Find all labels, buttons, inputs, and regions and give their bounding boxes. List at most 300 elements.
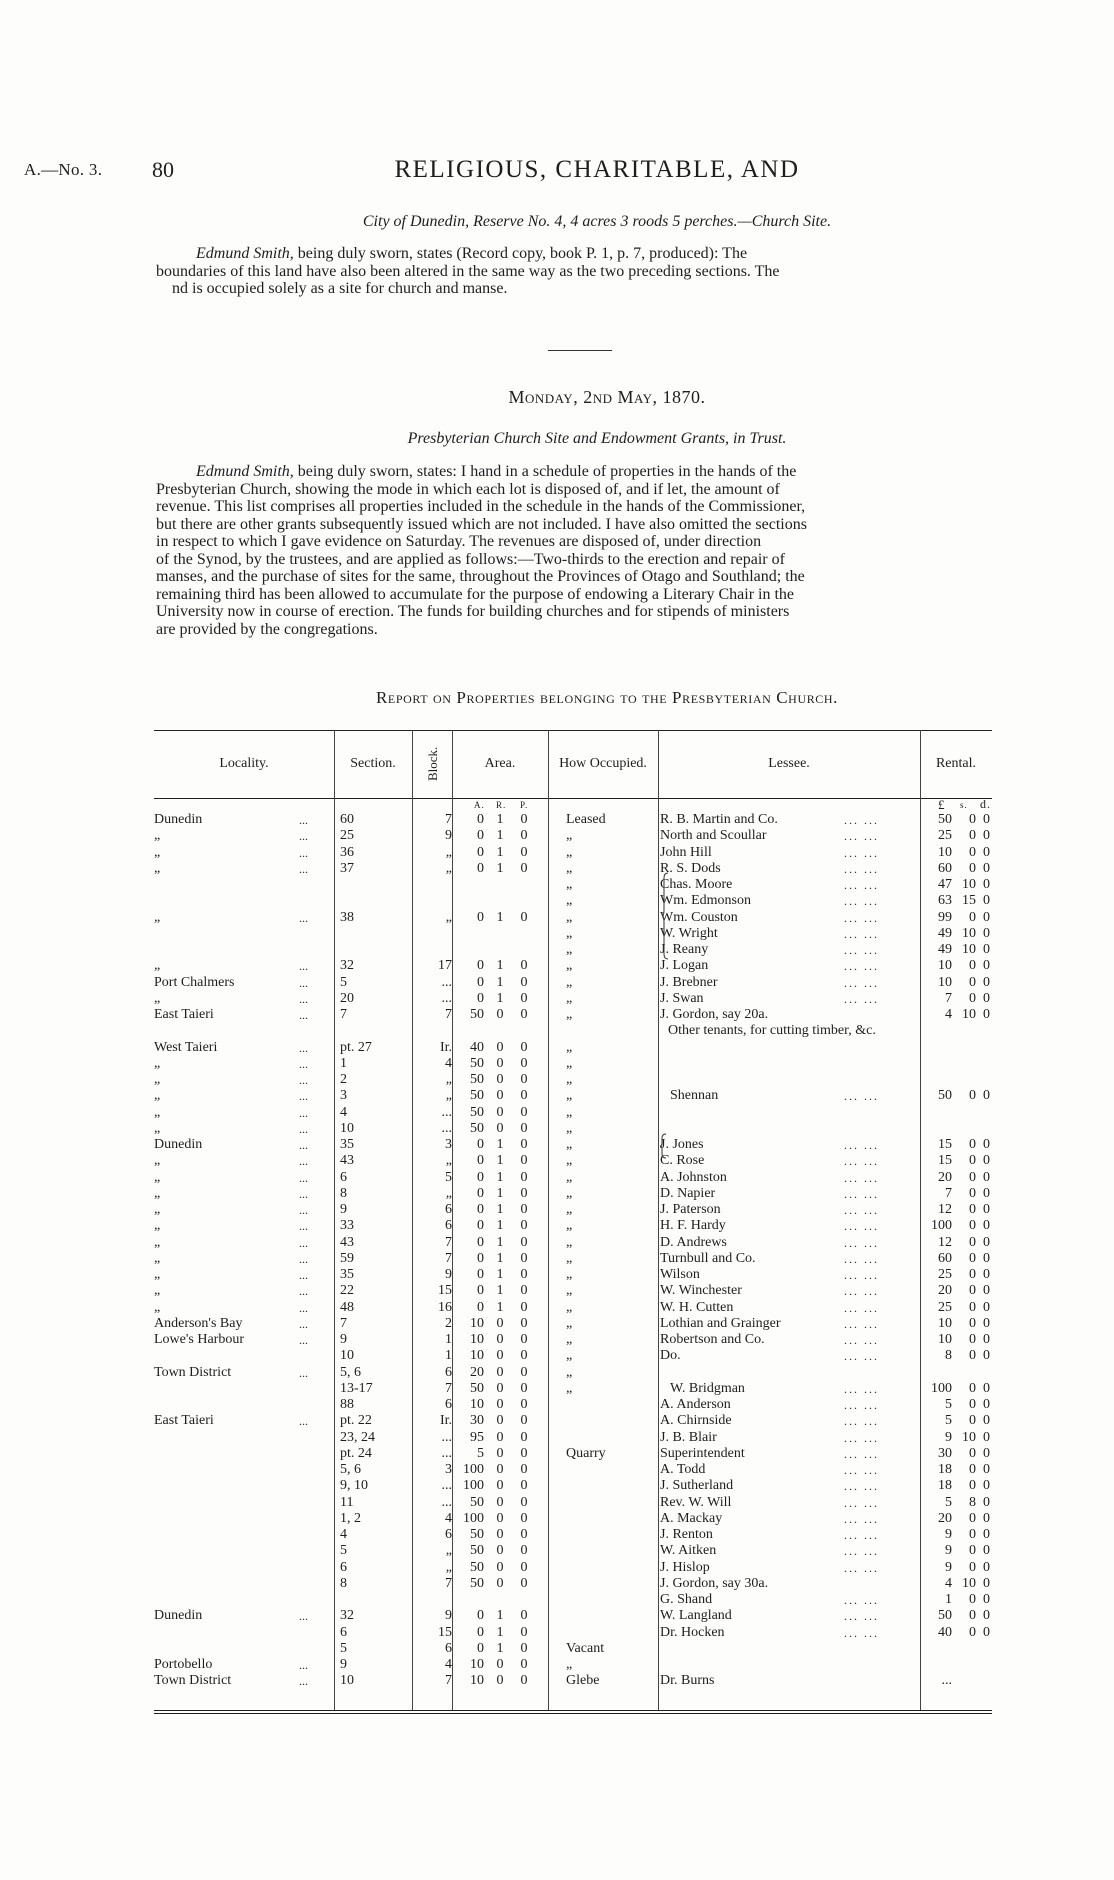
how-occupied-cell: „ xyxy=(566,942,573,957)
pence-cell: 0 xyxy=(983,1218,990,1234)
perches-cell: 0 xyxy=(520,1445,528,1461)
pence-cell: 0 xyxy=(983,1397,990,1412)
pounds-cell: 10 xyxy=(938,1315,952,1331)
acres-cell: 0 xyxy=(477,974,484,990)
roods-cell: 0 xyxy=(496,1543,504,1559)
table-row xyxy=(154,1283,992,1299)
section-cell: 33 xyxy=(340,1218,354,1234)
pounds-cell: 9 xyxy=(945,1429,952,1445)
pounds-cell: 7 xyxy=(945,1185,952,1201)
roods-cell: 0 xyxy=(496,1478,504,1494)
shennan-brace xyxy=(662,872,672,960)
perches-cell: 0 xyxy=(520,1413,528,1429)
header-block: Block. xyxy=(425,746,440,782)
shillings-cell: 10 xyxy=(962,1007,976,1022)
acres-cell: 0 xyxy=(477,1624,484,1640)
paragraph-line: are provided by the congregations. xyxy=(156,620,378,638)
leader-dots: ... xyxy=(299,1251,308,1266)
acres-cell: 0 xyxy=(477,1153,484,1169)
section-cell: 43 xyxy=(340,1234,354,1250)
table-row xyxy=(154,1186,992,1202)
locality-cell: Dunedin xyxy=(154,1137,203,1152)
lessee-cell: Chas. Moore xyxy=(660,877,733,892)
block-cell: 6 xyxy=(445,1640,452,1656)
lessee-cell: W. Aitken xyxy=(660,1543,717,1559)
section-cell: 8 xyxy=(340,1575,347,1591)
pounds-cell: 40 xyxy=(938,1624,952,1640)
lessee-cell: D. Andrews xyxy=(660,1234,727,1250)
leader-dots: ... xyxy=(299,829,308,844)
table-row xyxy=(154,1511,992,1527)
pounds-cell: 9 xyxy=(945,1527,952,1542)
pounds-cell: 30 xyxy=(938,1445,952,1461)
block-cell: 3 xyxy=(445,1137,452,1152)
pounds-cell: 25 xyxy=(938,1267,952,1282)
section-cell: 22 xyxy=(340,1283,354,1299)
how-occupied-cell: „ xyxy=(566,1348,573,1364)
witness-name: Edmund Smith, xyxy=(196,463,294,480)
locality-cell: Lowe's Harbour xyxy=(154,1332,244,1347)
table-row xyxy=(154,1300,992,1316)
section-cell: 3 xyxy=(340,1088,347,1104)
lessee-cell: A. Todd xyxy=(660,1462,706,1477)
table-row xyxy=(154,1332,992,1348)
paragraph-line: remaining third has been allowed to accumulate for the purpose of endowing a Literary Chair in the xyxy=(156,585,795,603)
table-row xyxy=(154,1218,992,1234)
pounds-cell: 100 xyxy=(931,1218,952,1234)
section-cell: 43 xyxy=(340,1153,354,1169)
block-cell: 1 xyxy=(445,1332,452,1347)
leader-dots: ... xyxy=(299,1219,308,1234)
shillings-cell: 0 xyxy=(969,812,976,827)
perches-cell: 0 xyxy=(520,1494,528,1510)
table-row xyxy=(154,1397,992,1413)
leader-dots: ... xyxy=(299,1203,308,1217)
how-occupied-cell: „ xyxy=(566,844,573,860)
leader-dots: ... ... xyxy=(844,1381,879,1396)
pence-cell: 0 xyxy=(983,1299,990,1315)
block-cell: 6 xyxy=(445,1364,452,1380)
section-cell: 9, 10 xyxy=(340,1478,368,1494)
roods-cell: 1 xyxy=(496,828,504,844)
leader-dots: ... ... xyxy=(844,878,879,892)
pence-cell: 0 xyxy=(983,958,990,974)
how-occupied-cell: „ xyxy=(566,1657,573,1672)
roods-cell: 0 xyxy=(496,1673,504,1689)
pounds-cell: 7 xyxy=(945,990,952,1006)
locality-cell: „ xyxy=(154,828,161,844)
section-cell: 5 xyxy=(340,1640,347,1656)
how-occupied-cell: „ xyxy=(566,958,573,974)
perches-cell: 0 xyxy=(520,1250,528,1266)
block-cell: „ xyxy=(445,844,452,860)
unit-roods: R. xyxy=(496,800,507,810)
perches-cell: 0 xyxy=(520,1218,528,1234)
header-rental: Rental. xyxy=(935,756,977,771)
pence-cell: 0 xyxy=(983,1559,990,1575)
pounds-cell: 10 xyxy=(938,974,952,990)
block-cell: 7 xyxy=(445,1234,452,1250)
how-occupied-cell: „ xyxy=(566,1039,573,1055)
locality-cell: „ xyxy=(154,1088,161,1104)
leader-dots: ... ... xyxy=(844,1268,879,1282)
section-cell: 6 xyxy=(340,1624,347,1640)
roods-cell: 1 xyxy=(496,1234,504,1250)
how-occupied-cell: „ xyxy=(566,1185,573,1201)
pounds-cell: 18 xyxy=(938,1462,952,1477)
lessee-cell: A. Mackay xyxy=(660,1510,723,1526)
block-cell: 7 xyxy=(445,1007,452,1022)
leader-dots: ... ... xyxy=(844,1284,879,1299)
pence-cell: 0 xyxy=(983,1234,990,1250)
roods-cell: 0 xyxy=(496,1429,504,1445)
block-cell: 16 xyxy=(438,1299,452,1315)
table-row xyxy=(154,1056,992,1072)
acres-cell: 0 xyxy=(477,860,484,876)
perches-cell: 0 xyxy=(520,1543,528,1559)
pounds-cell: 50 xyxy=(938,812,952,827)
block-cell: 7 xyxy=(445,1250,452,1266)
perches-cell: 0 xyxy=(520,974,528,990)
leader-dots: ... ... xyxy=(844,943,879,957)
table-row xyxy=(154,1608,992,1624)
how-occupied-cell: „ xyxy=(566,1234,573,1250)
lessee-cell: J. B. Blair xyxy=(660,1429,717,1445)
section-cell: pt. 22 xyxy=(340,1413,372,1429)
block-cell: ... xyxy=(441,1104,452,1120)
shillings-cell: 0 xyxy=(969,1592,976,1607)
roods-cell: 1 xyxy=(496,1267,504,1282)
leader-dots: ... xyxy=(299,991,308,1006)
how-occupied-cell: „ xyxy=(566,1104,573,1120)
leader-dots: ... xyxy=(299,1121,308,1136)
leader-dots: ... ... xyxy=(844,991,879,1006)
shillings-cell: 0 xyxy=(969,844,976,860)
locality-cell: „ xyxy=(154,1185,161,1201)
roods-cell: 1 xyxy=(496,812,504,827)
pence-cell: 0 xyxy=(983,1380,990,1396)
pence-cell: 0 xyxy=(983,909,990,925)
leader-dots: ... ... xyxy=(844,861,879,876)
lessee-cell: W. H. Cutten xyxy=(660,1299,734,1315)
acres-cell: 50 xyxy=(470,1055,484,1071)
how-occupied-cell: Leased xyxy=(566,812,606,827)
how-occupied-cell: „ xyxy=(566,860,573,876)
roods-cell: 1 xyxy=(496,1640,504,1656)
perches-cell: 0 xyxy=(520,860,528,876)
leader-dots: ... xyxy=(299,1186,308,1201)
table-row xyxy=(154,975,992,991)
pence-cell: 0 xyxy=(983,990,990,1006)
pence-cell: 0 xyxy=(983,1185,990,1201)
perches-cell: 0 xyxy=(520,1104,528,1120)
table-row xyxy=(154,958,992,974)
pounds-cell: 63 xyxy=(938,893,952,909)
leader-dots: ... ... xyxy=(844,1446,879,1461)
leader-dots: ... ... xyxy=(844,1251,879,1266)
leader-dots: ... xyxy=(299,975,308,990)
lessee-cell: Dr. Hocken xyxy=(660,1624,725,1640)
table-row xyxy=(154,1235,992,1251)
leader-dots: ... ... xyxy=(844,894,879,909)
perches-cell: 0 xyxy=(520,1169,528,1185)
block-cell: 6 xyxy=(445,1218,452,1234)
lessee-cell: Lothian and Grainger xyxy=(660,1315,781,1331)
roods-cell: 1 xyxy=(496,1299,504,1315)
leader-dots: ... xyxy=(299,1609,308,1624)
acres-cell: 50 xyxy=(470,1120,484,1136)
reserve-subtitle: City of Dunedin, Reserve No. 4, 4 acres 3 roods 5 perches.—Church Site. xyxy=(362,213,832,230)
shillings-cell: 0 xyxy=(969,909,976,925)
roods-cell: 0 xyxy=(496,1072,504,1087)
locality-cell: „ xyxy=(154,1250,161,1266)
perches-cell: 0 xyxy=(520,1072,528,1087)
pence-cell: 0 xyxy=(983,1202,990,1217)
report-title: Report on Properties belonging to the Presbyterian Church. xyxy=(375,688,839,707)
pence-cell: 0 xyxy=(983,1153,990,1169)
pounds-cell: 99 xyxy=(938,909,952,925)
shillings-cell: 0 xyxy=(969,1380,976,1396)
lessee-cell: J. Logan xyxy=(660,958,709,974)
leader-dots: ... xyxy=(299,1658,308,1672)
shillings-cell: 0 xyxy=(969,828,976,844)
locality-cell: „ xyxy=(154,1283,161,1299)
table-row xyxy=(154,1641,992,1657)
locality-cell: Dunedin xyxy=(154,812,203,827)
block-cell: „ xyxy=(445,1543,452,1559)
pence-cell: 0 xyxy=(983,1315,990,1331)
pence-cell: 0 xyxy=(983,1445,990,1461)
acres-cell: 50 xyxy=(470,1072,484,1087)
table-row xyxy=(154,812,992,828)
section-cell: 9 xyxy=(340,1332,347,1347)
acres-cell: 0 xyxy=(477,1250,484,1266)
section-cell: pt. 24 xyxy=(340,1445,372,1461)
acres-cell: 95 xyxy=(470,1429,484,1445)
pence-cell: 0 xyxy=(983,1592,990,1607)
leader-dots: ... xyxy=(299,1333,308,1347)
leader-dots: ... xyxy=(299,959,308,974)
lessee-cell: J. Reany xyxy=(660,942,709,957)
pence-cell: 0 xyxy=(983,942,990,957)
lessee-cell: H. F. Hardy xyxy=(660,1218,726,1234)
perches-cell: 0 xyxy=(520,1510,528,1526)
roods-cell: 0 xyxy=(496,1055,504,1071)
table-row xyxy=(154,1576,992,1592)
block-cell: ... xyxy=(441,1429,452,1445)
block-cell: Ir. xyxy=(439,1039,452,1055)
pence-cell: 0 xyxy=(983,1088,990,1104)
pounds-cell: 25 xyxy=(938,828,952,844)
lessee-cell: Superintendent xyxy=(660,1445,745,1461)
table-row xyxy=(154,1560,992,1576)
table-row xyxy=(154,1527,992,1543)
table-row xyxy=(154,1543,992,1559)
paragraph-line: nd is occupied solely as a site for church and manse. xyxy=(172,280,508,297)
table-row xyxy=(154,1251,992,1267)
lessee-cell: Wm. Couston xyxy=(660,909,738,925)
shillings-cell: 0 xyxy=(969,1283,976,1299)
acres-cell: 50 xyxy=(470,1380,484,1396)
lessee-cell: Other tenants, for cutting timber, &c. xyxy=(668,1023,876,1039)
section-divider xyxy=(548,350,612,351)
acres-cell: 100 xyxy=(463,1478,484,1494)
block-cell: „ xyxy=(445,1072,452,1087)
table-row xyxy=(154,1462,992,1478)
block-cell: 7 xyxy=(445,812,452,827)
leader-dots: ... ... xyxy=(844,1154,879,1169)
how-occupied-cell: „ xyxy=(566,1218,573,1234)
shillings-cell: 10 xyxy=(962,1575,976,1591)
paragraph-line: manses, and the purchase of sites for the same, throughout the Provinces of Otago and Southland; the xyxy=(156,568,805,585)
leader-dots: ... ... xyxy=(844,1414,879,1429)
acres-cell: 50 xyxy=(470,1575,484,1591)
acres-cell: 0 xyxy=(477,812,484,827)
unit-pounds: £ xyxy=(938,797,946,812)
how-occupied-cell: „ xyxy=(566,1299,573,1315)
pence-cell: 0 xyxy=(983,1332,990,1347)
section-cell: 5, 6 xyxy=(340,1462,361,1477)
acres-cell: 100 xyxy=(463,1462,484,1477)
roods-cell: 0 xyxy=(496,1120,504,1136)
leader-dots: ... ... xyxy=(844,975,879,990)
roods-cell: 0 xyxy=(496,1364,504,1380)
pounds-cell: 100 xyxy=(931,1380,952,1396)
roods-cell: 1 xyxy=(496,909,504,925)
acres-cell: 50 xyxy=(470,1559,484,1575)
shillings-cell: 0 xyxy=(969,1543,976,1559)
table-row xyxy=(154,1430,992,1446)
leader-dots: ... ... xyxy=(844,1463,879,1477)
shillings-cell: 0 xyxy=(969,1462,976,1477)
pounds-cell: 12 xyxy=(938,1202,952,1217)
roods-cell: 1 xyxy=(496,860,504,876)
header-section: Section. xyxy=(350,756,396,771)
block-cell: ... xyxy=(441,974,452,990)
table-bottom-rule xyxy=(154,1710,992,1711)
pounds-cell: 60 xyxy=(938,860,952,876)
block-cell: 7 xyxy=(445,1380,452,1396)
locality-cell: „ xyxy=(154,958,161,974)
table-row xyxy=(154,1316,992,1332)
lessee-cell: W. Winchester xyxy=(660,1283,742,1299)
lessee-cell: Rev. W. Will xyxy=(660,1494,732,1510)
lessee-cell: J. Gordon, say 30a. xyxy=(660,1575,769,1591)
section-cell: 9 xyxy=(340,1202,347,1217)
table-row xyxy=(154,828,992,844)
acres-cell: 0 xyxy=(477,1267,484,1282)
unit-acres: A. xyxy=(474,800,485,810)
shillings-cell: 0 xyxy=(969,990,976,1006)
lessee-cell: J. Jones xyxy=(660,1137,704,1152)
shillings-cell: 0 xyxy=(969,1234,976,1250)
leader-dots: ... ... xyxy=(844,1235,879,1250)
table-row xyxy=(154,910,992,926)
perches-cell: 0 xyxy=(520,958,528,974)
how-occupied-cell: „ xyxy=(566,1120,573,1136)
block-cell: 9 xyxy=(445,1267,452,1282)
lessee-cell: Wm. Edmonson xyxy=(660,893,751,909)
leader-dots: ... ... xyxy=(844,1089,879,1104)
pence-cell: 0 xyxy=(983,1543,990,1559)
perches-cell: 0 xyxy=(520,1624,528,1640)
acres-cell: 50 xyxy=(470,1007,484,1022)
locality-cell: Anderson's Bay xyxy=(154,1315,243,1331)
pence-cell: 0 xyxy=(983,1250,990,1266)
pounds-cell: 18 xyxy=(938,1478,952,1494)
pounds-cell: 12 xyxy=(938,1234,952,1250)
header-how-occupied: How Occupied. xyxy=(559,756,647,771)
roods-cell: 0 xyxy=(496,1007,504,1022)
section-cell: 36 xyxy=(340,844,354,860)
block-cell: „ xyxy=(445,1185,452,1201)
table-row xyxy=(154,942,992,958)
section-cell: 7 xyxy=(340,1007,347,1022)
roods-cell: 1 xyxy=(496,974,504,990)
lessee-cell: A. Chirnside xyxy=(660,1413,732,1429)
paragraph-line: Presbyterian Church, showing the mode in which each lot is disposed of, and if let, the amount of xyxy=(156,480,780,498)
roods-cell: 0 xyxy=(496,1380,504,1396)
lessee-cell: R. B. Martin and Co. xyxy=(660,812,778,827)
leader-dots: ... ... xyxy=(844,1560,879,1575)
acres-cell: 0 xyxy=(477,1299,484,1315)
pence-cell: 0 xyxy=(983,1007,990,1022)
pounds-cell: 9 xyxy=(945,1559,952,1575)
acres-cell: 40 xyxy=(470,1039,484,1055)
pounds-cell: 10 xyxy=(938,844,952,860)
roods-cell: 1 xyxy=(496,1153,504,1169)
pence-cell: 0 xyxy=(983,828,990,844)
paragraph-line: University now in course of erection. The funds for building churches and for stipends of ministers xyxy=(156,603,790,620)
section-cell: 35 xyxy=(340,1267,354,1282)
leader-dots: ... ... xyxy=(844,1349,879,1364)
unit-shillings: s. xyxy=(960,800,968,810)
shillings-cell: 0 xyxy=(969,1608,976,1624)
how-occupied-cell: „ xyxy=(566,1088,573,1104)
roods-cell: 0 xyxy=(496,1494,504,1510)
leader-dots: ... xyxy=(299,1365,308,1380)
how-occupied-cell: „ xyxy=(566,1007,573,1022)
acres-cell: 0 xyxy=(477,828,484,844)
roods-cell: 1 xyxy=(496,1608,504,1624)
pounds-cell: 10 xyxy=(938,1332,952,1347)
table-row xyxy=(154,926,992,942)
shillings-cell: 0 xyxy=(969,1527,976,1542)
locality-cell: Town District xyxy=(154,1673,232,1689)
locality-cell: „ xyxy=(154,1120,161,1136)
how-occupied-cell: „ xyxy=(566,1137,573,1152)
how-occupied-cell: „ xyxy=(566,1169,573,1185)
shillings-cell: 0 xyxy=(969,1267,976,1282)
locality-cell: „ xyxy=(154,1234,161,1250)
session-subtitle: Presbyterian Church Site and Endowment Grants, in Trust. xyxy=(407,430,787,447)
section-cell: 13-17 xyxy=(340,1380,373,1396)
bridgman-brace xyxy=(660,1133,668,1159)
section-cell: 23, 24 xyxy=(340,1429,375,1445)
table-row xyxy=(154,845,992,861)
shillings-cell: 0 xyxy=(969,1153,976,1169)
perches-cell: 0 xyxy=(520,1283,528,1299)
leader-dots: ... xyxy=(299,1154,308,1169)
leader-dots: ... ... xyxy=(844,829,879,844)
acres-cell: 0 xyxy=(477,1218,484,1234)
leader-dots: ... xyxy=(299,813,308,827)
acres-cell: 5 xyxy=(477,1445,484,1461)
perches-cell: 0 xyxy=(520,1478,528,1494)
roods-cell: 1 xyxy=(496,1218,504,1234)
pence-cell: 0 xyxy=(983,1478,990,1494)
pence-cell: 0 xyxy=(983,1462,990,1477)
